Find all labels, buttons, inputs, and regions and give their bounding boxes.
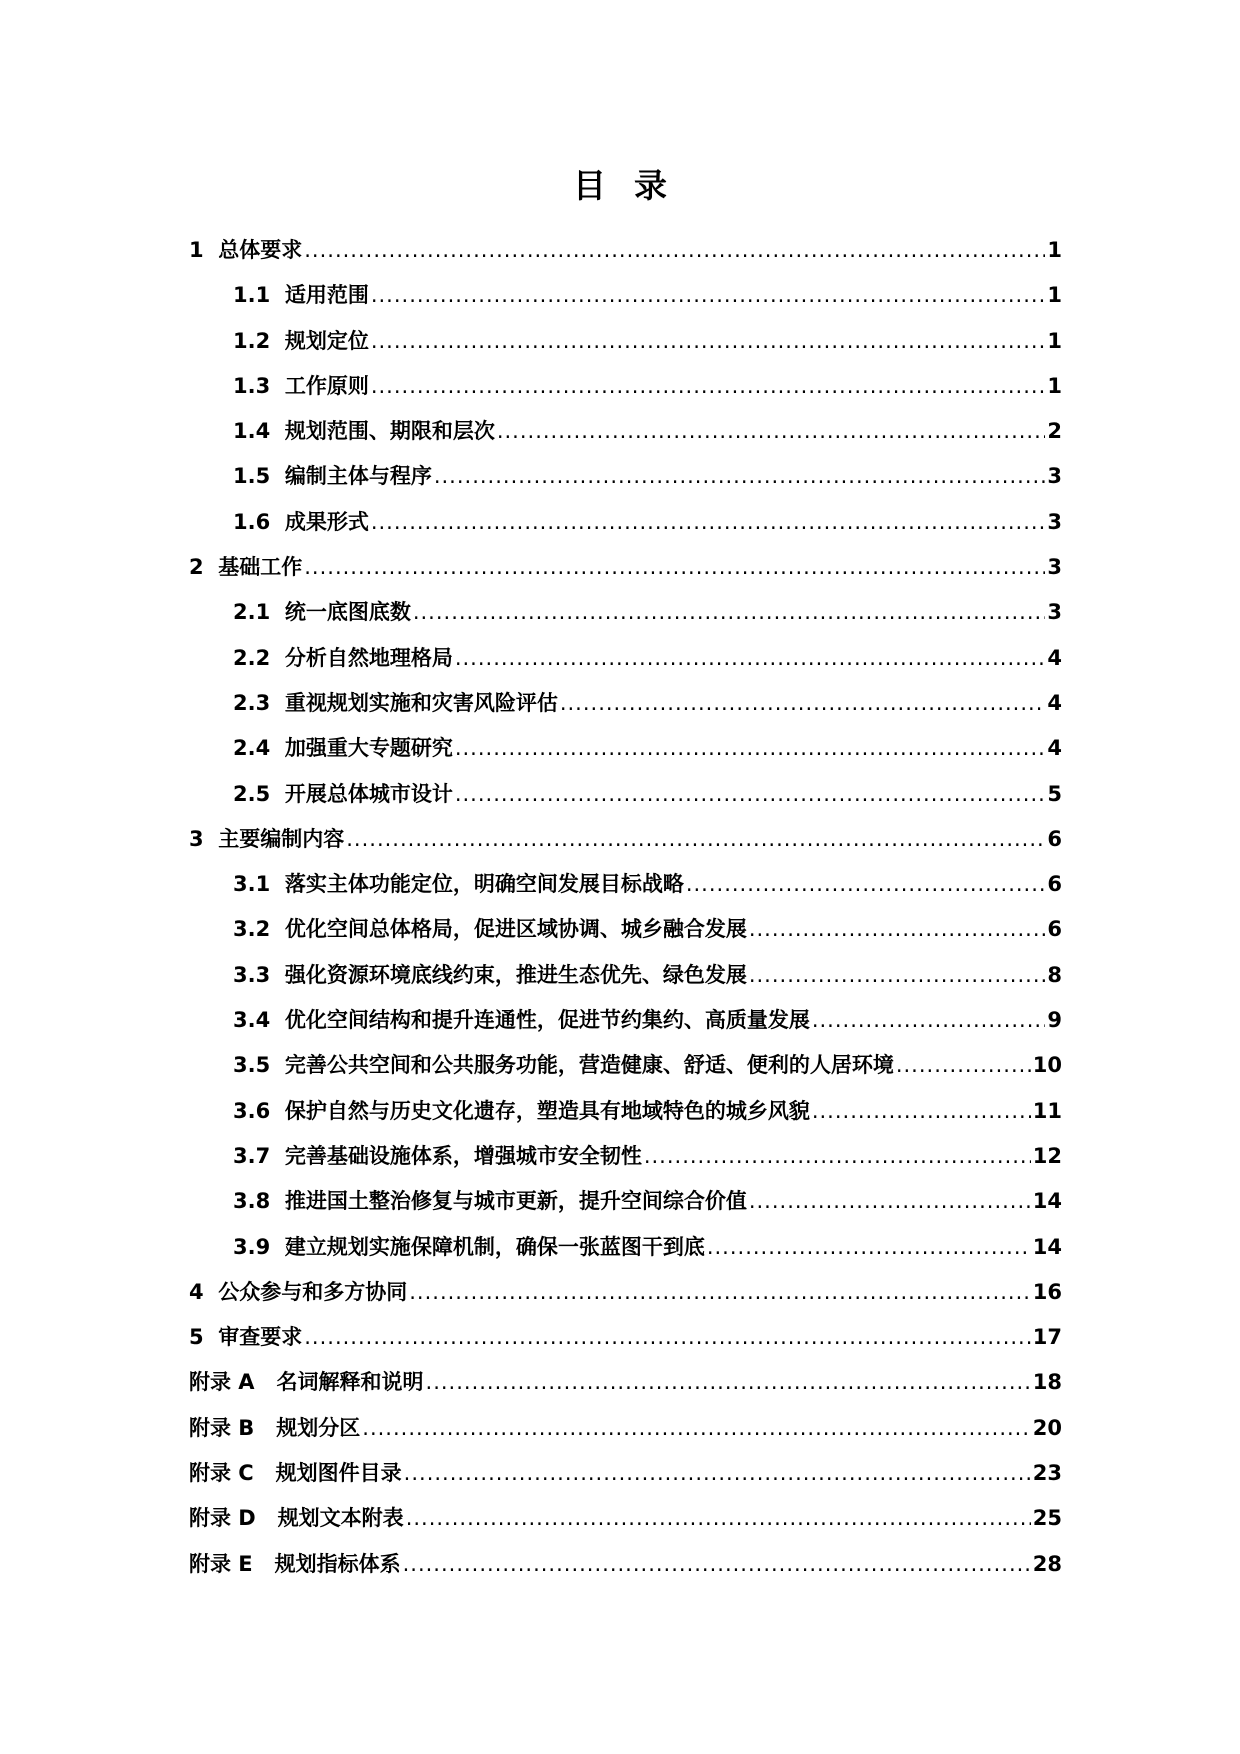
toc-entry-number: 3.8 xyxy=(233,1189,271,1214)
toc-entry[interactable] xyxy=(189,1406,1062,1451)
leader-dots xyxy=(434,454,1046,499)
spacer xyxy=(270,409,285,454)
toc-entry[interactable] xyxy=(189,1134,1062,1179)
leader-dots xyxy=(455,726,1046,771)
toc-entry-number: 附录 E xyxy=(189,1551,253,1576)
toc-entry[interactable] xyxy=(189,364,1062,409)
toc-entry-page: 9 xyxy=(1047,1008,1062,1033)
toc-entry-label: 规划图件目录 xyxy=(275,1461,402,1486)
toc-entry[interactable] xyxy=(189,1270,1062,1315)
toc-entry[interactable] xyxy=(189,1043,1062,1088)
toc-entry[interactable] xyxy=(189,1451,1062,1496)
toc-entry-number: 3.7 xyxy=(233,1143,271,1168)
toc-entry-number: 3 xyxy=(189,826,204,851)
leader-dots xyxy=(371,319,1046,364)
toc-entry-page: 6 xyxy=(1047,872,1062,897)
toc-entry[interactable] xyxy=(189,1225,1062,1270)
toc-entry-number: 3.2 xyxy=(233,917,271,942)
toc-entry-page: 28 xyxy=(1032,1551,1062,1576)
spacer xyxy=(270,636,285,681)
toc-entry-number: 1.4 xyxy=(233,419,271,444)
toc-entry-label: 完善公共空间和公共服务功能，营造健康、舒适、便利的人居环境 xyxy=(284,1053,894,1078)
toc-entry[interactable] xyxy=(189,1542,1062,1587)
toc-entry-label: 统一底图底数 xyxy=(284,600,411,625)
spacer xyxy=(270,590,285,635)
toc-entry-label: 公众参与和多方协同 xyxy=(218,1279,408,1304)
spacer xyxy=(270,953,285,998)
toc-entry-page: 3 xyxy=(1047,600,1062,625)
toc-entry-label: 编制主体与程序 xyxy=(284,464,432,489)
toc-entry[interactable] xyxy=(189,817,1062,862)
toc-entry-number: 5 xyxy=(189,1325,204,1350)
spacer xyxy=(270,273,285,318)
spacer xyxy=(256,1496,278,1541)
toc-entry-page: 14 xyxy=(1032,1234,1062,1259)
toc-entry-page: 4 xyxy=(1047,736,1062,761)
toc-entry-page: 18 xyxy=(1032,1370,1062,1395)
toc-entry[interactable] xyxy=(189,907,1062,952)
toc-entry-page: 14 xyxy=(1032,1189,1062,1214)
leader-dots xyxy=(304,228,1045,273)
leader-dots xyxy=(304,1315,1031,1360)
toc-entry[interactable] xyxy=(189,1360,1062,1405)
toc-entry-number: 1.2 xyxy=(233,328,271,353)
toc-entry-page: 6 xyxy=(1047,826,1062,851)
toc-entry-label: 规划分区 xyxy=(276,1415,361,1440)
spacer xyxy=(270,998,285,1043)
toc-entry-label: 加强重大专题研究 xyxy=(284,736,453,761)
leader-dots xyxy=(749,907,1046,952)
toc-entry-page: 16 xyxy=(1032,1279,1062,1304)
toc-entry[interactable] xyxy=(189,1179,1062,1224)
toc-entry-label: 规划指标体系 xyxy=(274,1551,401,1576)
leader-dots xyxy=(426,1360,1031,1405)
spacer xyxy=(204,1315,219,1360)
toc-entry[interactable] xyxy=(189,772,1062,817)
spacer xyxy=(270,1225,285,1270)
spacer xyxy=(254,1451,276,1496)
leader-dots xyxy=(812,1089,1031,1134)
toc-entry-page: 3 xyxy=(1047,509,1062,534)
leader-dots xyxy=(403,1542,1031,1587)
spacer xyxy=(270,772,285,817)
leader-dots xyxy=(406,1496,1031,1541)
spacer xyxy=(270,726,285,771)
page-title: 目录 xyxy=(573,166,695,205)
toc-entry-label: 建立规划实施保障机制，确保一张蓝图干到底 xyxy=(284,1234,705,1259)
toc-entry-label: 规划定位 xyxy=(284,328,369,353)
toc-entry-page: 20 xyxy=(1032,1415,1062,1440)
spacer xyxy=(204,228,219,273)
toc-entry-label: 分析自然地理格局 xyxy=(284,645,453,670)
spacer xyxy=(270,907,285,952)
toc-entry-label: 规划文本附表 xyxy=(277,1506,404,1531)
toc-entry-page: 23 xyxy=(1032,1461,1062,1486)
spacer xyxy=(270,364,285,409)
toc-entry-number: 2.2 xyxy=(233,645,271,670)
toc-entry[interactable] xyxy=(189,545,1062,590)
spacer xyxy=(254,1406,276,1451)
spacer xyxy=(270,500,285,545)
toc-entry-number: 1.6 xyxy=(233,509,271,534)
leader-dots xyxy=(409,1270,1031,1315)
toc-entry-number: 附录 A xyxy=(189,1370,255,1395)
toc-entry[interactable] xyxy=(189,228,1062,273)
toc-entry[interactable] xyxy=(189,409,1062,454)
toc-entry-page: 4 xyxy=(1047,690,1062,715)
toc-entry-number: 3.6 xyxy=(233,1098,271,1123)
toc-entry-label: 基础工作 xyxy=(218,555,303,580)
toc-entry[interactable] xyxy=(189,862,1062,907)
toc-entry-label: 主要编制内容 xyxy=(218,826,345,851)
toc-entry-number: 2.4 xyxy=(233,736,271,761)
leader-dots xyxy=(404,1451,1031,1496)
toc-entry-page: 10 xyxy=(1032,1053,1062,1078)
toc-entry-number: 1 xyxy=(189,238,204,262)
spacer xyxy=(270,1134,285,1179)
toc-entry-page: 17 xyxy=(1032,1325,1062,1350)
table-of-contents xyxy=(189,228,1062,1587)
toc-entry-number: 3.4 xyxy=(233,1008,271,1033)
toc-entry-label: 优化空间结构和提升连通性，促进节约集约、高质量发展 xyxy=(284,1008,810,1033)
toc-entry-page: 5 xyxy=(1047,781,1062,806)
toc-entry-page: 11 xyxy=(1032,1098,1062,1123)
toc-entry-number: 2 xyxy=(189,555,204,580)
spacer xyxy=(253,1542,275,1587)
toc-entry[interactable] xyxy=(189,500,1062,545)
spacer xyxy=(270,862,285,907)
toc-entry-number: 3.5 xyxy=(233,1053,271,1078)
toc-entry[interactable] xyxy=(189,454,1062,499)
toc-entry-label: 工作原则 xyxy=(284,373,369,398)
toc-entry-page: 25 xyxy=(1032,1506,1062,1531)
leader-dots xyxy=(455,636,1046,681)
toc-entry-label: 开展总体城市设计 xyxy=(284,781,453,806)
toc-entry-page: 1 xyxy=(1047,283,1062,308)
spacer xyxy=(204,545,219,590)
spacer xyxy=(270,1179,285,1224)
toc-entry-number: 3.3 xyxy=(233,962,271,987)
toc-entry[interactable] xyxy=(189,1089,1062,1134)
toc-entry-label: 强化资源环境底线约束，推进生态优先、绿色发展 xyxy=(284,962,747,987)
toc-entry-number: 2.5 xyxy=(233,781,271,806)
leader-dots xyxy=(362,1406,1031,1451)
toc-entry-label: 名词解释和说明 xyxy=(276,1370,424,1395)
toc-entry-label: 落实主体功能定位，明确空间发展目标战略 xyxy=(284,872,684,897)
spacer xyxy=(270,1043,285,1088)
spacer xyxy=(270,319,285,364)
spacer xyxy=(270,681,285,726)
leader-dots xyxy=(560,681,1046,726)
toc-entry-number: 附录 C xyxy=(189,1461,254,1486)
toc-entry-label: 保护自然与历史文化遗存，塑造具有地域特色的城乡风貌 xyxy=(284,1098,810,1123)
toc-entry[interactable] xyxy=(189,636,1062,681)
toc-entry-number: 2.1 xyxy=(233,600,271,625)
spacer xyxy=(255,1360,277,1405)
toc-entry[interactable] xyxy=(189,1315,1062,1360)
toc-entry-label: 完善基础设施体系，增强城市安全韧性 xyxy=(284,1143,642,1168)
leader-dots xyxy=(346,817,1045,862)
leader-dots xyxy=(371,364,1046,409)
toc-entry[interactable] xyxy=(189,953,1062,998)
spacer xyxy=(270,454,285,499)
leader-dots xyxy=(749,953,1046,998)
toc-entry-page: 8 xyxy=(1047,962,1062,987)
toc-entry-page: 6 xyxy=(1047,917,1062,942)
toc-entry-number: 1.5 xyxy=(233,464,271,489)
toc-entry-label: 规划范围、期限和层次 xyxy=(284,419,495,444)
leader-dots xyxy=(896,1043,1031,1088)
leader-dots xyxy=(497,409,1046,454)
toc-entry-label: 总体要求 xyxy=(218,238,303,262)
leader-dots xyxy=(371,273,1046,318)
toc-entry-label: 成果形式 xyxy=(284,509,369,534)
toc-entry-number: 附录 D xyxy=(189,1506,256,1531)
toc-entry-page: 3 xyxy=(1047,555,1062,580)
toc-entry-label: 审查要求 xyxy=(218,1325,303,1350)
leader-dots xyxy=(304,545,1045,590)
toc-entry[interactable] xyxy=(189,1496,1062,1541)
toc-entry-page: 3 xyxy=(1047,464,1062,489)
toc-entry-page: 1 xyxy=(1047,373,1062,398)
toc-entry-page: 1 xyxy=(1047,238,1062,262)
toc-entry-page: 1 xyxy=(1047,328,1062,353)
toc-entry-label: 重视规划实施和灾害风险评估 xyxy=(284,690,558,715)
leader-dots xyxy=(455,772,1046,817)
toc-entry-number: 1.3 xyxy=(233,373,271,398)
spacer xyxy=(270,1089,285,1134)
toc-entry-page: 12 xyxy=(1032,1143,1062,1168)
leader-dots xyxy=(371,500,1046,545)
toc-entry-page: 4 xyxy=(1047,645,1062,670)
toc-entry[interactable] xyxy=(189,998,1062,1043)
spacer xyxy=(204,817,219,862)
toc-entry[interactable] xyxy=(189,590,1062,635)
toc-entry[interactable] xyxy=(189,319,1062,364)
toc-entry-number: 3.9 xyxy=(233,1234,271,1259)
toc-entry-number: 2.3 xyxy=(233,690,271,715)
toc-entry-number: 4 xyxy=(189,1279,204,1304)
spacer xyxy=(204,1270,219,1315)
toc-entry-label: 推进国土整治修复与城市更新，提升空间综合价值 xyxy=(284,1189,747,1214)
toc-entry[interactable] xyxy=(189,273,1062,318)
toc-entry-number: 1.1 xyxy=(233,283,271,308)
toc-entry[interactable] xyxy=(189,726,1062,771)
toc-entry-page: 2 xyxy=(1047,419,1062,444)
leader-dots xyxy=(812,998,1046,1043)
leader-dots xyxy=(749,1179,1031,1224)
toc-entry-label: 优化空间总体格局，促进区域协调、城乡融合发展 xyxy=(284,917,747,942)
leader-dots xyxy=(644,1134,1031,1179)
toc-entry[interactable] xyxy=(189,681,1062,726)
leader-dots xyxy=(707,1225,1031,1270)
leader-dots xyxy=(413,590,1046,635)
toc-entry-label: 适用范围 xyxy=(284,283,369,308)
toc-entry-number: 附录 B xyxy=(189,1415,255,1440)
toc-entry-number: 3.1 xyxy=(233,872,271,897)
leader-dots xyxy=(686,862,1046,907)
